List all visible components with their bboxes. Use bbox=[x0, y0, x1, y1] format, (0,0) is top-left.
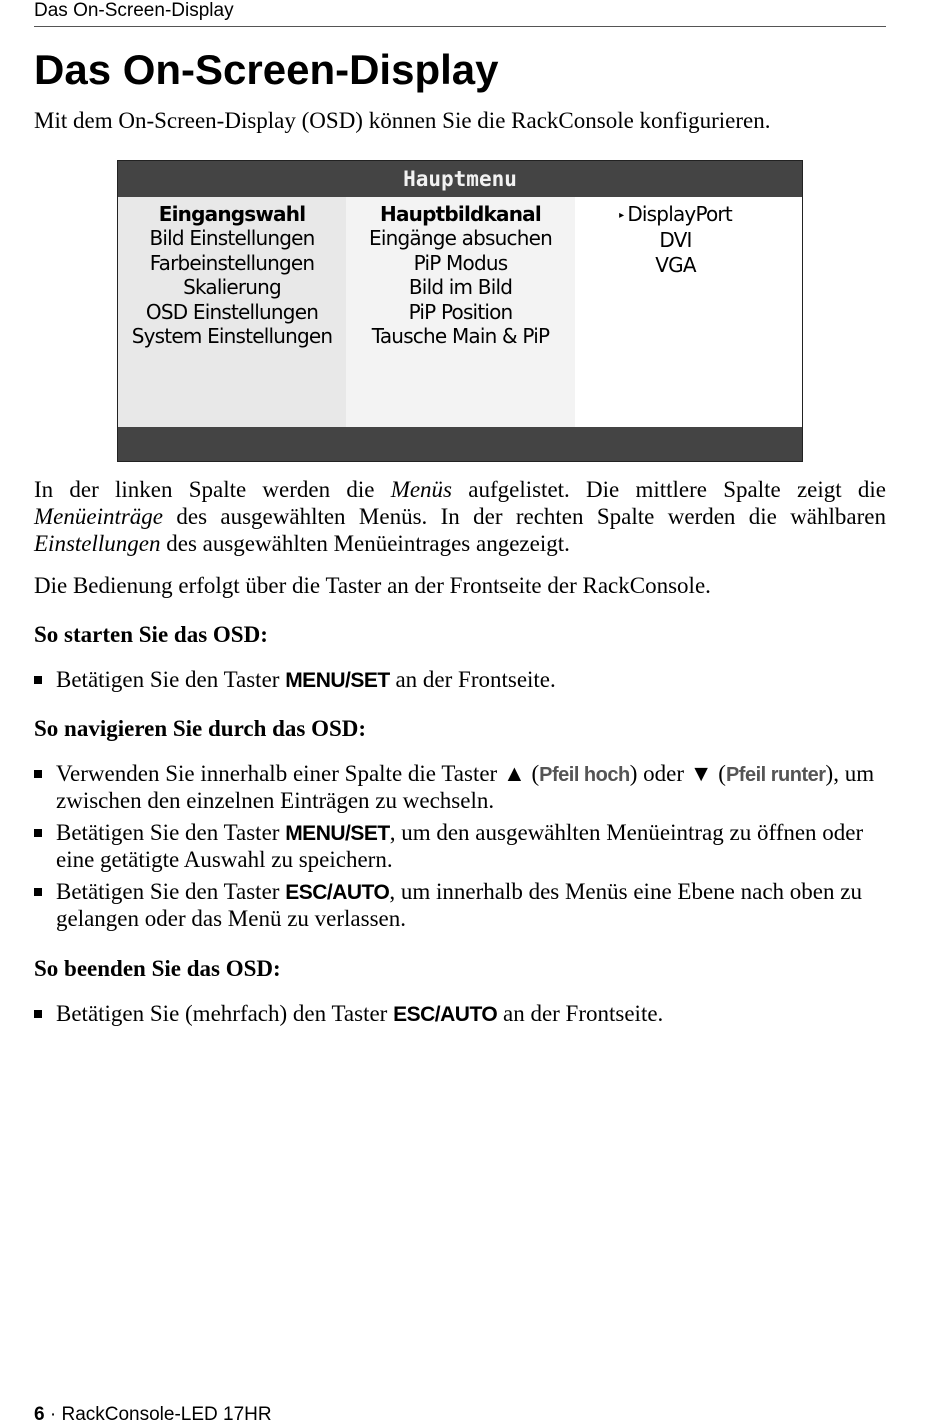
osd-setting-label: DisplayPort bbox=[627, 202, 732, 226]
osd-footer-bar bbox=[118, 427, 802, 461]
page-footer bbox=[34, 1404, 272, 1426]
text-run: , um den ausgewählten Menüeintrag zu öffnen oder eine getätigte Auswahl zu speichern. bbox=[56, 820, 864, 872]
text-run: In der linken Spalte werden die bbox=[34, 477, 391, 502]
osd-menu-item-selected: Eingangswahl bbox=[158, 202, 306, 226]
text-run: , um zwischen den einzelnen Einträgen zu wechseln. bbox=[56, 761, 875, 813]
text-run: Betätigen Sie den Taster bbox=[56, 667, 286, 692]
arrow-down-icon: ▼ bbox=[689, 761, 713, 786]
key-esc-auto: ESC/AUTO bbox=[393, 1003, 498, 1026]
osd-setting-column bbox=[575, 197, 802, 427]
osd-menu-item: Farbeinstellungen bbox=[149, 250, 315, 275]
text-run: oder bbox=[637, 761, 690, 786]
text-run: des ausgewählten Menüs. In der rechten Spalte werden die wählbaren bbox=[163, 504, 886, 529]
text-run: Betätigen Sie den Taster bbox=[56, 879, 286, 904]
list-item bbox=[34, 878, 886, 932]
osd-menu-column bbox=[118, 197, 346, 427]
osd-entry-item: Eingänge absuchen bbox=[369, 226, 552, 251]
text-run: Betätigen Sie den Taster bbox=[56, 820, 286, 845]
list-item bbox=[34, 819, 886, 873]
osd-menu-item: OSD Einstellungen bbox=[145, 299, 319, 324]
key-arrow-down-label: Pfeil runter bbox=[725, 764, 826, 786]
operation-paragraph: Die Bedienung erfolgt über die Taster an der Frontseite der RackConsole. bbox=[34, 573, 711, 598]
key-menu-set: MENU/SET bbox=[285, 822, 390, 845]
osd-entry-item: Tausche Main & PiP bbox=[371, 324, 550, 349]
osd-entry-item: Bild im Bild bbox=[408, 275, 513, 300]
list-item bbox=[34, 1000, 886, 1027]
osd-menu-item: System Einstellungen bbox=[131, 324, 333, 349]
osd-menu-title: Hauptmenu bbox=[118, 161, 802, 197]
header-rule bbox=[34, 26, 886, 27]
key-arrow-up-label: Pfeil hoch bbox=[539, 764, 630, 786]
start-osd-list bbox=[34, 666, 886, 698]
footer-product: RackConsole-LED 17HR bbox=[61, 1404, 272, 1425]
osd-setting-item-selected bbox=[575, 202, 802, 228]
list-item bbox=[34, 666, 886, 693]
text-run: aufgelistet. Die mittlere Spalte zeigt die bbox=[452, 477, 886, 502]
running-header: Das On-Screen-Display bbox=[34, 0, 234, 21]
emphasis-menu-entries: Menüeinträge bbox=[34, 504, 164, 529]
text-run: Betätigen Sie (mehrfach) den Taster bbox=[56, 1001, 394, 1026]
text-run: an der Frontseite. bbox=[497, 1001, 664, 1026]
emphasis-menus: Menüs bbox=[390, 477, 453, 502]
osd-entry-item: PiP Modus bbox=[413, 250, 508, 275]
description-paragraph bbox=[34, 476, 886, 557]
key-esc-auto: ESC/AUTO bbox=[285, 881, 390, 904]
page-number: 6 bbox=[34, 1404, 45, 1425]
page-title: Das On-Screen-Display bbox=[34, 46, 499, 93]
osd-entry-item: PiP Position bbox=[408, 299, 513, 324]
osd-entry-column bbox=[346, 197, 575, 427]
exit-osd-list bbox=[34, 1000, 886, 1032]
footer-separator: · bbox=[44, 1404, 62, 1425]
osd-menu-item: Bild Einstellungen bbox=[149, 226, 315, 251]
osd-columns bbox=[118, 197, 802, 427]
text-run: des ausgewählten Menüeintrages angezeigt. bbox=[160, 531, 570, 556]
text-run: , um innerhalb des Menüs eine Ebene nach oben zu gelangen oder das Menü zu verlassen. bbox=[56, 879, 862, 931]
navigate-osd-list bbox=[34, 760, 886, 937]
osd-setting-item: VGA bbox=[655, 252, 696, 277]
emphasis-settings: Einstellungen bbox=[34, 531, 161, 556]
osd-illustration bbox=[117, 160, 803, 462]
osd-setting-item: DVI bbox=[659, 228, 692, 253]
arrow-up-icon: ▲ bbox=[502, 761, 526, 786]
heading-navigate-osd: So navigieren Sie durch das OSD: bbox=[34, 716, 367, 741]
list-item: Verwenden Sie innerhalb einer Spalte die Taster ▲ (Pfeil hoch) oder ▼ (Pfeil runter), um zwischen den einzelnen Einträgen zu wechseln. bbox=[34, 760, 886, 814]
selection-arrow-icon: ▸ bbox=[619, 210, 624, 221]
text-run: an der Frontseite. bbox=[389, 667, 556, 692]
heading-exit-osd: So beenden Sie das OSD: bbox=[34, 956, 281, 981]
osd-menu-item: Skalierung bbox=[183, 275, 281, 300]
text-run: Verwenden Sie innerhalb einer Spalte die Taster bbox=[56, 761, 503, 786]
heading-start-osd: So starten Sie das OSD: bbox=[34, 622, 268, 647]
osd-entry-item-selected: Hauptbildkanal bbox=[380, 202, 541, 226]
intro-paragraph: Mit dem On-Screen-Display (OSD) können Sie die RackConsole konfigurieren. bbox=[34, 108, 771, 133]
key-menu-set: MENU/SET bbox=[285, 669, 390, 692]
